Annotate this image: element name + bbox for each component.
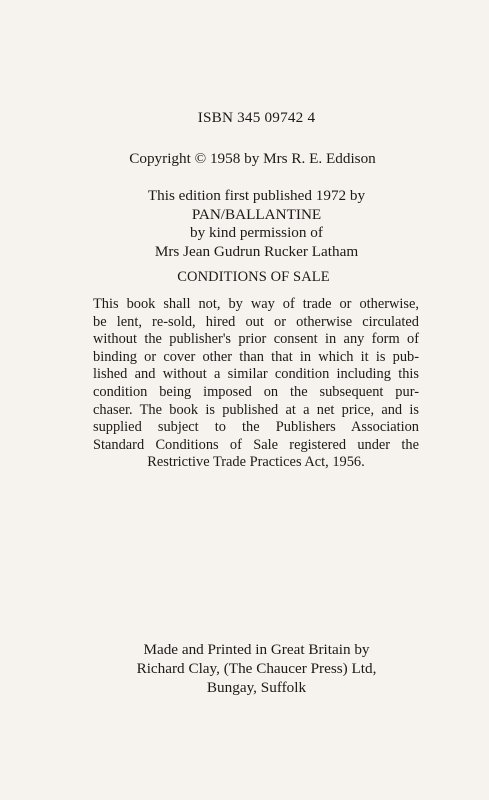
printer-name: Richard Clay, (The Chaucer Press) Ltd, [136, 660, 377, 677]
conditions-line: chaser. The book is published at a net price, and is [93, 401, 419, 418]
printer-location: Bungay, Suffolk [206, 679, 307, 696]
conditions-heading: CONDITIONS OF SALE [177, 269, 330, 285]
edition-line-3: by kind permission of [190, 224, 323, 241]
edition-line-1: This edition first published 1972 by [147, 187, 366, 204]
isbn-line: ISBN 345 09742 4 [197, 109, 316, 126]
edition-notice [12, 187, 489, 261]
printer-notice [12, 640, 489, 697]
copyright-notice: Copyright © 1958 by Mrs R. E. Eddison [129, 150, 376, 167]
conditions-line: Restrictive Trade Practices Act, 1956. [147, 454, 365, 471]
conditions-line: lished and without a similar condition including this [93, 366, 419, 383]
edition-publisher: PAN/BALLANTINE [191, 205, 322, 223]
conditions-line: supplied subject to the Publishers Association [93, 419, 419, 436]
conditions-line: without the publisher's prior consent in any form of [93, 331, 419, 348]
printer-line-1: Made and Printed in Great Britain by [143, 641, 370, 658]
conditions-line: Standard Conditions of Sale registered under the [93, 436, 419, 453]
conditions-line: be lent, re-sold, hired out or otherwise circulated [93, 313, 419, 330]
conditions-of-sale-text [93, 296, 419, 472]
conditions-line: condition being imposed on the subsequent pur- [93, 383, 419, 400]
edition-permission-holder: Mrs Jean Gudrun Rucker Latham [154, 242, 359, 260]
conditions-line: This book shall not, by way of trade or otherwise, [93, 296, 419, 312]
conditions-line: binding or cover other than that in which it is pub- [93, 348, 419, 365]
